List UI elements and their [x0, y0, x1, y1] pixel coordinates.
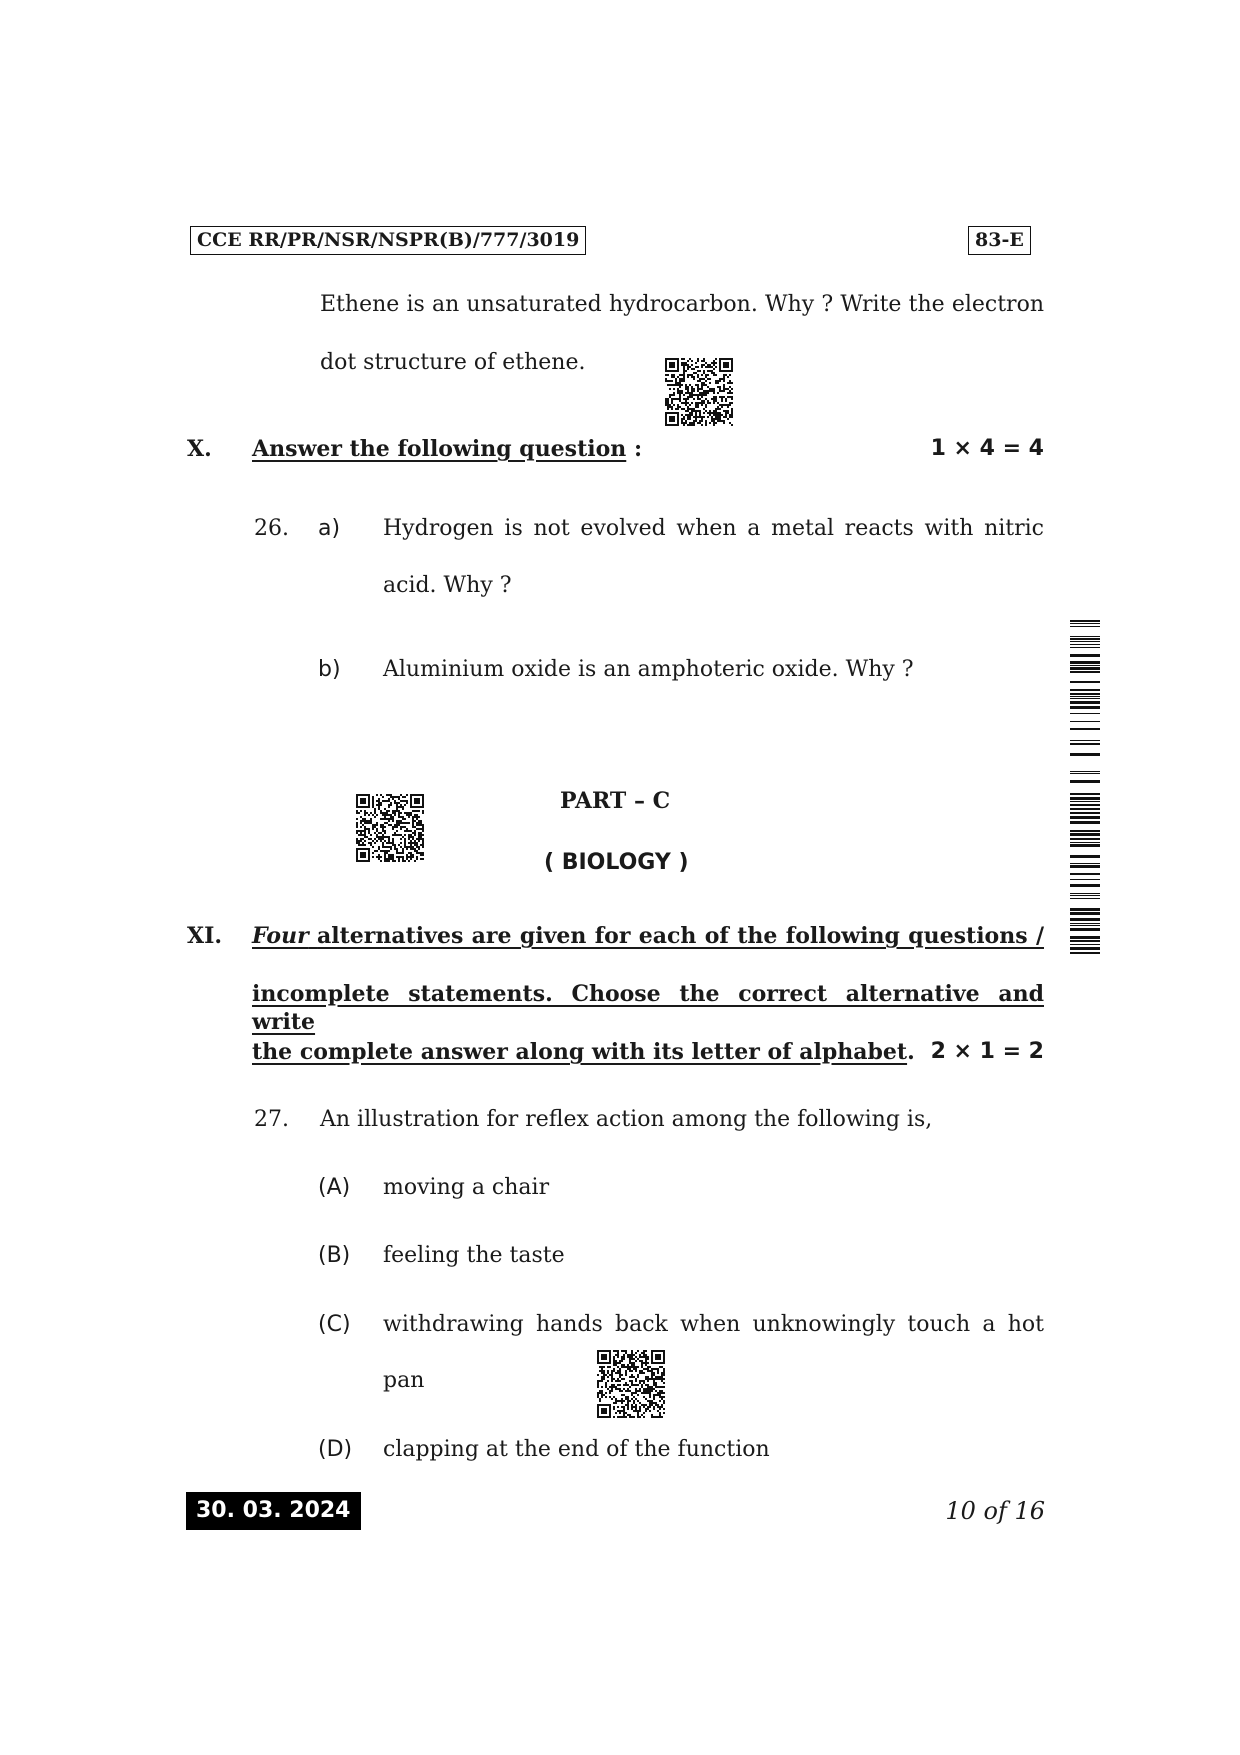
- section-xi-line3: [252, 1038, 915, 1066]
- section-xi-line3-end: .: [907, 1039, 915, 1065]
- q25-line1: Ethene is an unsaturated hydrocarbon. Why ? Write the electron: [320, 292, 1044, 317]
- section-x-marks: 1 × 4 = 4: [930, 436, 1044, 461]
- paper-code-box: [190, 226, 586, 255]
- qr-code-icon: [665, 358, 733, 426]
- q26-b-label: b): [318, 657, 341, 682]
- q26-a-label: a): [318, 516, 341, 541]
- section-x-number: X.: [187, 436, 212, 462]
- q27-option-b-label: (B): [318, 1243, 351, 1268]
- section-xi-emphasis: Four: [252, 923, 309, 949]
- exam-date-badge: [186, 1492, 361, 1530]
- section-x-heading: [252, 435, 642, 463]
- exam-date: 30. 03. 2024: [196, 1498, 351, 1523]
- section-xi-marks: 2 × 1 = 2: [930, 1039, 1044, 1064]
- q27-option-c-line2: pan: [383, 1368, 425, 1393]
- q27-option-d-text: clapping at the end of the function: [383, 1437, 770, 1462]
- q26-a-line2: acid. Why ?: [383, 573, 512, 598]
- q25-line2: dot structure of ethene.: [320, 350, 586, 375]
- section-xi-line1: [252, 922, 1044, 950]
- paper-code: CCE RR/PR/NSR/NSPR(B)/777/3019: [197, 229, 580, 251]
- page-number: 10 of 16: [945, 1497, 1045, 1525]
- q27-stem: An illustration for reflex action among the following is,: [320, 1107, 933, 1132]
- q27-option-a-label: (A): [318, 1175, 351, 1200]
- qr-code-icon: [597, 1350, 665, 1418]
- part-c-title: PART – C: [560, 788, 671, 814]
- section-xi-line1-text: alternatives are given for each of the following questions /: [317, 923, 1044, 949]
- q26-b-text: Aluminium oxide is an amphoteric oxide. Why ?: [383, 657, 914, 682]
- q27-option-c-label: (C): [318, 1312, 351, 1337]
- section-xi-number: XI.: [187, 923, 223, 949]
- section-x-colon: :: [633, 436, 643, 462]
- q26-number: 26.: [254, 516, 289, 541]
- section-x-title: Answer the following question: [252, 436, 627, 462]
- section-xi-line3-text: the complete answer along with its letter of alphabet: [252, 1039, 908, 1065]
- subject-code-box: [968, 226, 1031, 255]
- q27-option-d-label: (D): [318, 1437, 353, 1462]
- q27-option-c-line1: withdrawing hands back when unknowingly touch a hot: [383, 1312, 1044, 1337]
- q27-number: 27.: [254, 1107, 289, 1132]
- q26-a-line1: Hydrogen is not evolved when a metal reacts with nitric: [383, 516, 1044, 541]
- q27-option-b-text: feeling the taste: [383, 1243, 565, 1268]
- barcode-icon: [1070, 620, 1100, 955]
- section-xi-line2: incomplete statements. Choose the correct alternative and write: [252, 981, 1044, 1035]
- part-c-subtitle: ( BIOLOGY ): [544, 850, 689, 875]
- subject-code: 83-E: [975, 229, 1024, 251]
- q27-option-a-text: moving a chair: [383, 1175, 550, 1200]
- qr-code-icon: [356, 794, 424, 862]
